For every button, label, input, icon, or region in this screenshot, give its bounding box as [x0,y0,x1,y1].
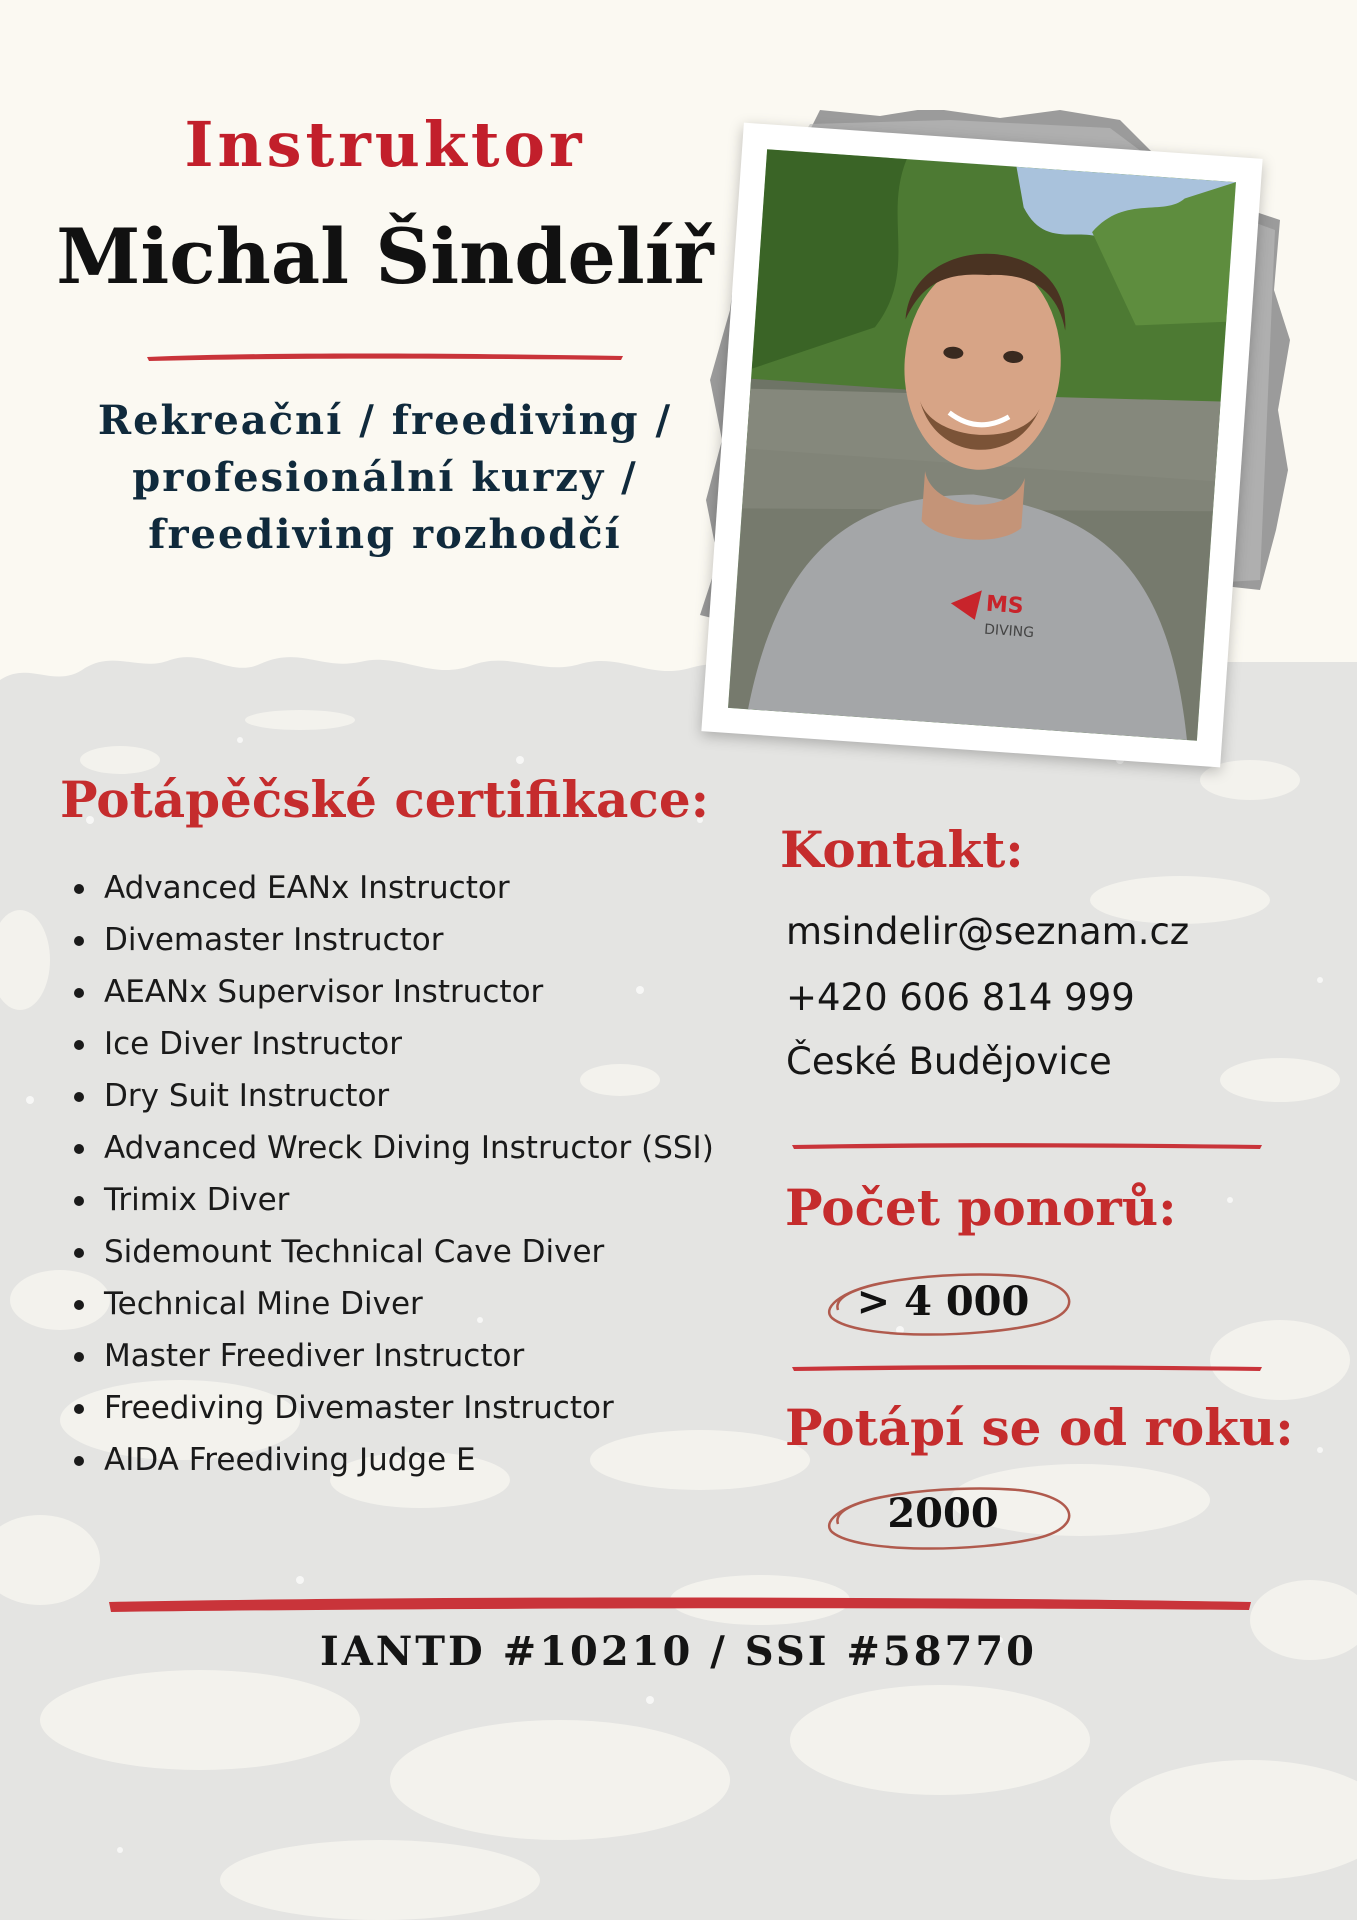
diving-since-value: 2000 [887,1490,999,1537]
diving-since-title: Potápí se od roku: [785,1398,1294,1457]
list-item: Technical Mine Diver [72,1278,714,1330]
certifications-title: Potápěčské certifikace: [60,770,710,829]
subtitle-line-1: Rekreační / freediving / [97,397,673,444]
role-title: Instruktor [184,108,586,181]
course-subtitle [60,392,710,563]
photo-frame [701,123,1262,768]
list-item: Ice Diver Instructor [72,1018,714,1070]
list-item: AIDA Freediving Judge E [72,1434,714,1486]
contact-title: Kontakt: [780,820,1024,879]
list-item: Trimix Diver [72,1174,714,1226]
divider-brush-contact [790,1138,1264,1152]
divider-brush-dives [790,1360,1264,1374]
list-item: Advanced Wreck Diving Instructor (SSI) [72,1122,714,1174]
list-item: Dry Suit Instructor [72,1070,714,1122]
dives-value: > 4 000 [856,1278,1030,1325]
list-item: Advanced EANx Instructor [72,862,714,914]
shirt-logo-subtext: DIVING [983,621,1035,642]
certifications-list [72,862,714,1486]
subtitle-line-2: profesionální kurzy / [132,454,638,501]
list-item: Divemaster Instructor [72,914,714,966]
contact-phone[interactable]: +420 606 814 999 [786,976,1135,1019]
contact-email[interactable]: msindelir@seznam.cz [786,910,1190,953]
contact-city: České Budějovice [786,1040,1112,1083]
shirt-logo-text: MS [985,591,1025,620]
instructor-photo-card [700,110,1290,770]
list-item: AEANx Supervisor Instructor [72,966,714,1018]
list-item: Sidemount Technical Cave Diver [72,1226,714,1278]
divider-brush-top [145,348,625,364]
instructor-name: Michal Šindelíř [56,212,714,301]
subtitle-line-3: freediving rozhodčí [148,511,622,558]
certification-ids: IANTD #10210 / SSI #58770 [319,1628,1038,1675]
list-item: Master Freediver Instructor [72,1330,714,1382]
instructor-photo [728,149,1236,740]
divider-brush-bottom [105,1592,1255,1616]
list-item: Freediving Divemaster Instructor [72,1382,714,1434]
dives-title: Počet ponorů: [785,1178,1177,1237]
